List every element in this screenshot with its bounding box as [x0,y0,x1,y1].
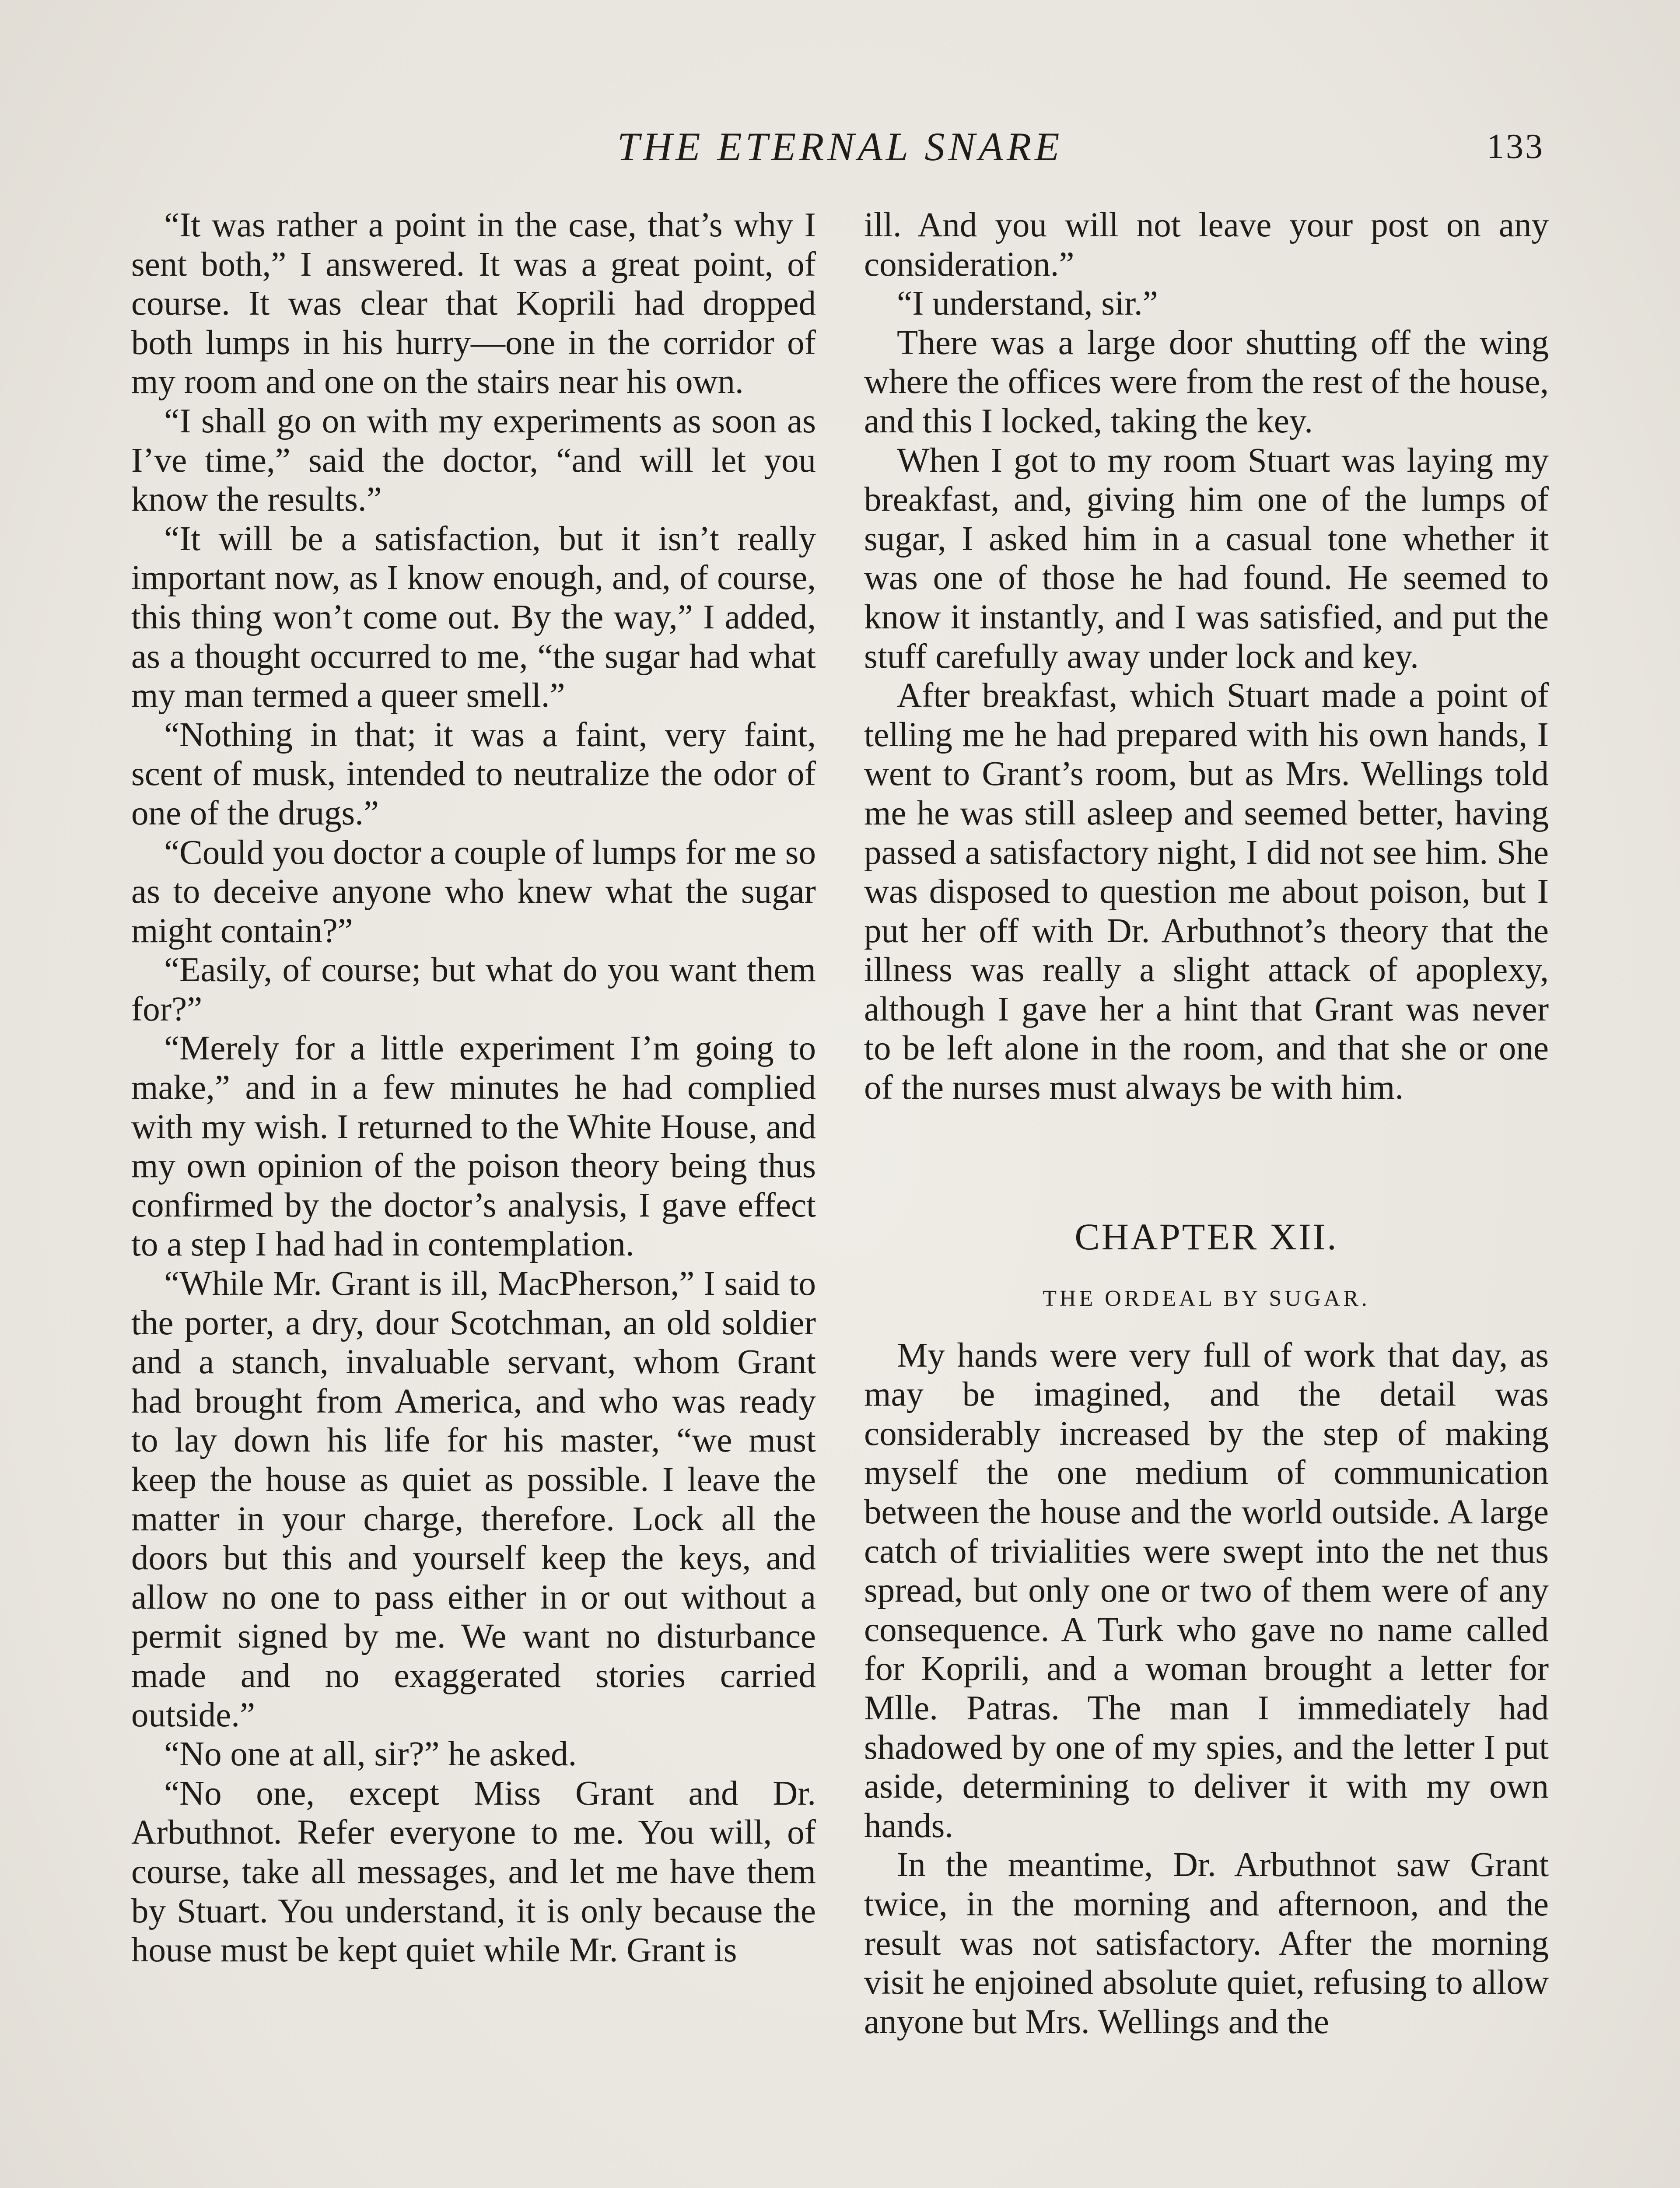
continued-paragraph: ill. And you will not leave your post on any consideration.” [864,206,1549,284]
paragraph: When I got to my room Stuart was laying my breakfast, and, giving him one of the lumps of sugar, I asked him in a casual tone whether it was one of those he had found. He seemed to know it instantly, and I was satisfied, and put the stuff carefully away under lock and key. [864,441,1549,676]
paragraph: “I understand, sir.” [897,284,1158,323]
chapter-spacer [864,1312,1549,1336]
paragraph: “Easily, of course; but what do you want them for?” [131,951,816,1028]
page-number: 133 [1487,127,1544,166]
paragraph: There was a large door shutting off the wing where the offices were from the rest of the house, and this I locked, taking the key. [864,323,1549,440]
chapter-heading: CHAPTER XII. [1074,1215,1338,1258]
paragraph: “I shall go on with my experiments as soon as I’ve time,” said the doctor, “and will let you know the results.” [131,402,816,519]
paragraph: “Nothing in that; it was a faint, very faint, scent of musk, intended to neutralize the odor of one of the drugs.” [131,715,816,832]
left-column [131,206,816,1970]
paragraph: “It will be a satisfaction, but it isn’t really important now, as I know enough, and, of course, this thing won’t come out. By the way,” I added, as a thought occurred to me, “the sugar had what my man termed a queer smell.” [131,519,816,715]
running-head [0,123,1680,171]
paragraph: “Could you doctor a couple of lumps for me so as to deceive anyone who knew what the sugar might contain?” [131,833,816,950]
paragraph: “Merely for a little experiment I’m going to make,” and in a few minutes he had complied with my wish. I returned to the White House, and my own opinion of the poison theory being thus confirmed by the doctor’s analysis, I gave effect to a step I had had in contemplation. [131,1029,816,1264]
paragraph: “It was rather a point in the case, that’s why I sent both,” I answered. It was a great point, of course. It was clear that Koprili had dropped both lumps in his hurry—one in the corridor of my room and one on the stairs near his own. [131,206,816,401]
right-column [864,206,1549,2041]
paragraph: “While Mr. Grant is ill, MacPherson,” I said to the porter, a dry, dour Scotchman, an old soldier and a stanch, invaluable servant, whom Grant had brought from America, and who was ready to lay down his life for his master, “we must keep the house as quiet as possible. I leave the matter in your charge, therefore. Lock all the doors but this and yourself keep the keys, and allow no one to pass either in or out without a permit signed by me. We want no disturbance made and no exaggerated stories carried outside.” [131,1265,816,1734]
paragraph: My hands were very full of work that day, as may be imagined, and the detail was considerably increased by the step of making myself the one medium of communication between the house and the world outside. A large catch of trivialities were swept into the net thus spread, but only one or two of them were of any consequence. A Turk who gave no name called for Koprili, and a woman brought a letter for Mlle. Patras. The man I immediately had shadowed by one of my spies, and the letter I put aside, determining to deliver it with my own hands. [864,1336,1549,1845]
paragraph: “No one at all, sir?” he asked. [164,1735,577,1774]
running-title: THE ETERNAL SNARE [617,124,1063,169]
paragraph: In the meantime, Dr. Arbuthnot saw Grant twice, in the morning and afternoon, and the result was not satisfactory. After the morning visit he enjoined absolute quiet, refusing to allow anyone but Mrs. Wellings and the [864,1846,1549,2041]
paragraph: “No one, except Miss Grant and Dr. Arbuthnot. Refer everyone to me. You will, of course, take all messages, and let me have them by Stuart. You understand, it is only because the house must be kept quiet while Mr. Grant is [131,1774,816,1970]
chapter-subtitle: THE ORDEAL BY SUGAR. [1043,1286,1370,1311]
paragraph: After breakfast, which Stuart made a point of telling me he had prepared with his own hands, I went to Grant’s room, but as Mrs. Wellings told me he was still asleep and seemed better, having passed a satisfactory night, I did not see him. She was disposed to question me about poison, but I put her off with Dr. Arbuthnot’s theory that the illness was really a slight attack of apoplexy, although I gave her a hint that Grant was never to be left alone in the room, and that she or one of the nurses must always be with him. [864,677,1549,1107]
